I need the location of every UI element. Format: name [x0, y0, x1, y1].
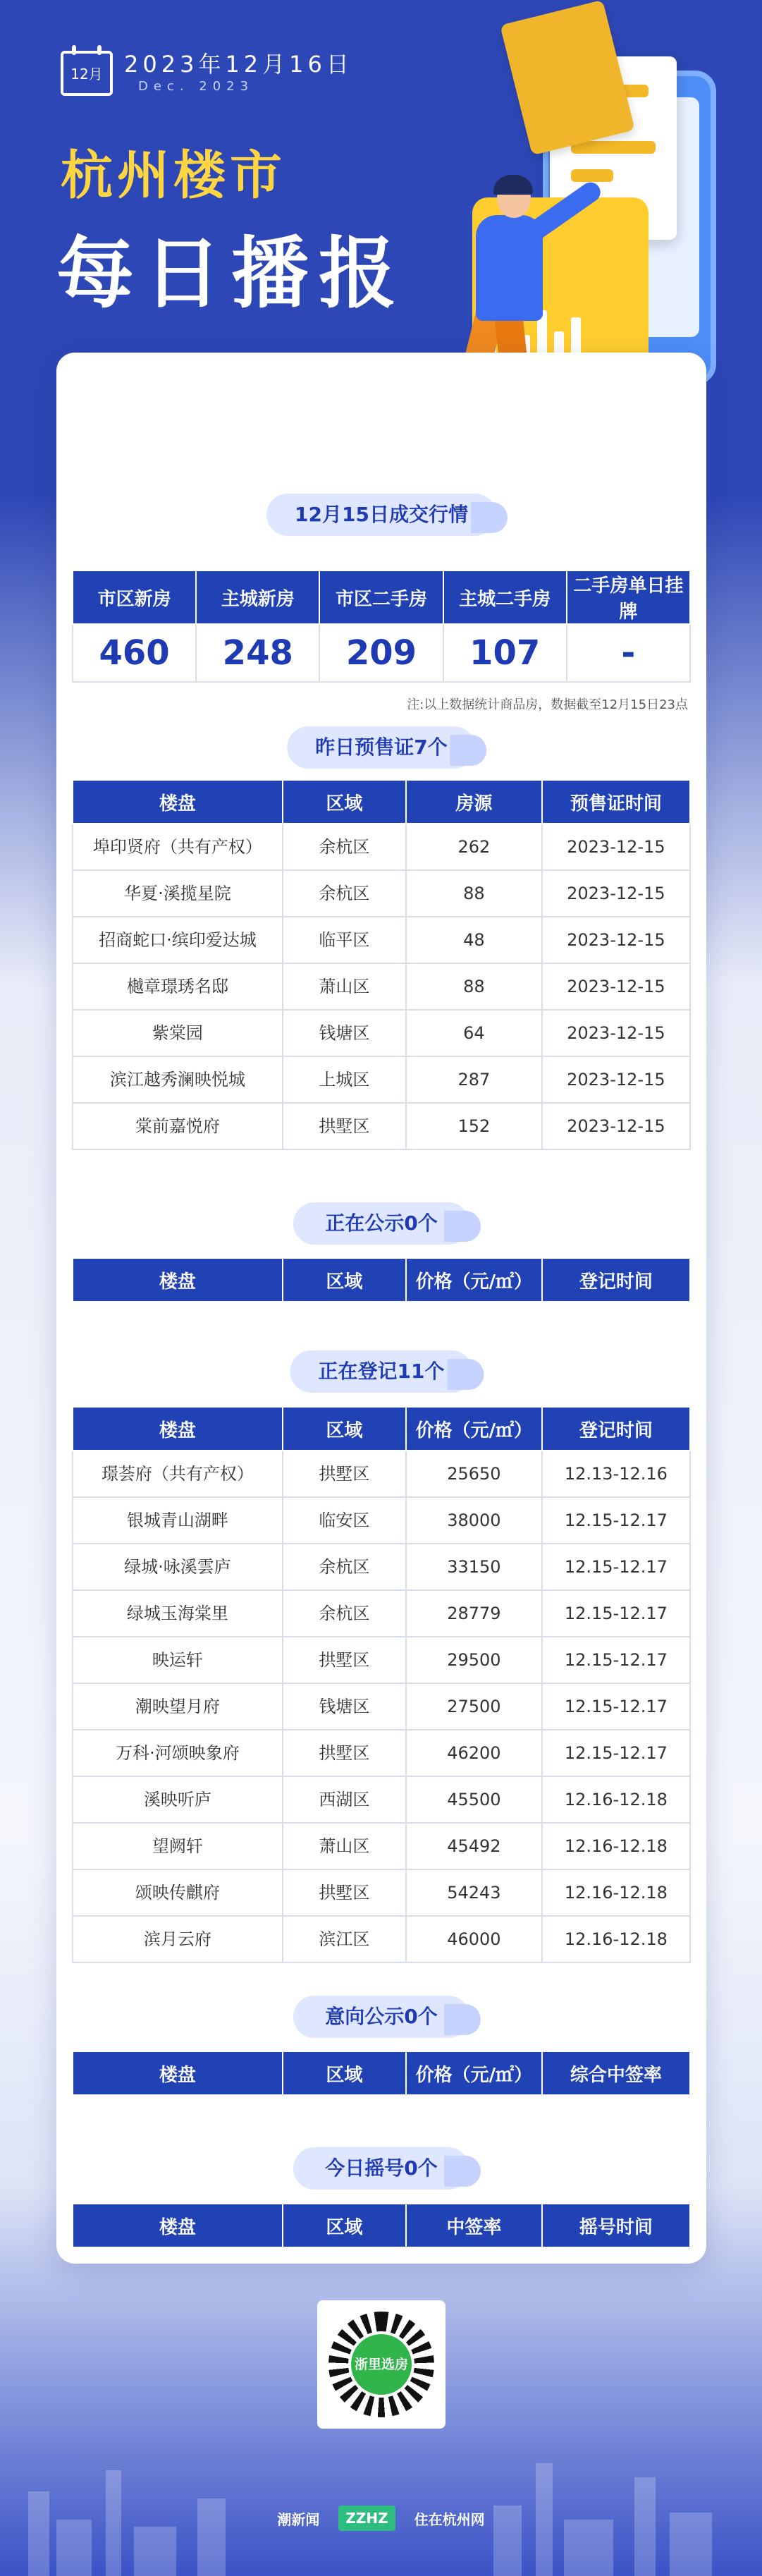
registering-table-cell: 12.16-12.18 — [542, 1776, 690, 1823]
registering-table-cell: 45492 — [406, 1823, 542, 1869]
lottery-header-row — [73, 2204, 690, 2247]
registering-table-cell: 12.15-12.17 — [542, 1590, 690, 1637]
intent-col-2: 区域 — [283, 2051, 406, 2095]
public-header-row — [73, 1258, 690, 1302]
registering-table-row — [73, 1451, 690, 1497]
folder-illustration — [500, 0, 635, 155]
stats-col-1: 市区新房 — [73, 570, 196, 624]
intent-table — [72, 2051, 691, 2096]
stats-value-1: 460 — [73, 624, 196, 682]
intent-col-1: 楼盘 — [73, 2051, 283, 2095]
lottery-table — [72, 2203, 691, 2248]
registering-table-cell: 西湖区 — [283, 1776, 406, 1823]
stats-col-4: 主城二手房 — [443, 570, 567, 624]
logo-zzhz-site: 住在杭州网 — [414, 2510, 485, 2528]
stats-value-3: 209 — [319, 624, 443, 682]
presale-table-cell: 上城区 — [283, 1056, 406, 1103]
presale-table-cell: 152 — [406, 1103, 542, 1149]
registering-col-3: 价格（元/㎡） — [406, 1407, 542, 1451]
presale-table-cell: 2023-12-15 — [542, 824, 690, 870]
intent-col-4: 综合中签率 — [542, 2051, 690, 2095]
intent-col-3: 价格（元/㎡） — [406, 2051, 542, 2095]
presale-col-3: 房源 — [406, 780, 542, 824]
registering-table-row — [73, 1683, 690, 1730]
registering-table-cell: 钱塘区 — [283, 1683, 406, 1730]
stats-value-row — [73, 624, 690, 682]
report-date: 2023年12月16日 — [124, 51, 353, 78]
registering-table-cell: 映运轩 — [73, 1637, 283, 1683]
stats-col-2: 主城新房 — [196, 570, 319, 624]
registering-table-row — [73, 1497, 690, 1544]
registering-table-cell: 12.15-12.17 — [542, 1497, 690, 1544]
registering-table-row — [73, 1776, 690, 1823]
stats-note: 注:以上数据统计商品房，数据截至12月15日23点 — [407, 697, 688, 712]
registering-col-1: 楼盘 — [73, 1407, 283, 1451]
registering-table-row — [73, 1916, 690, 1962]
presale-table-row — [73, 1010, 690, 1056]
lottery-col-2: 区域 — [283, 2204, 406, 2247]
registering-table-cell: 25650 — [406, 1451, 542, 1497]
page-title-line1: 杭州楼市 — [61, 145, 286, 206]
public-col-3: 价格（元/㎡） — [406, 1258, 542, 1302]
registering-table-cell: 46200 — [406, 1730, 542, 1776]
registering-table-cell: 33150 — [406, 1544, 542, 1590]
presale-table-cell: 2023-12-15 — [542, 917, 690, 963]
registering-table-cell: 28779 — [406, 1590, 542, 1637]
stats-value-4: 107 — [443, 624, 567, 682]
section-title-lottery: 今日摇号0个 — [293, 2147, 469, 2190]
presale-table-row — [73, 1056, 690, 1103]
lottery-col-1: 楼盘 — [73, 2204, 283, 2247]
section-title-public: 正在公示0个 — [293, 1202, 469, 1245]
registering-table-cell: 溪映听庐 — [73, 1776, 283, 1823]
intent-header-row — [73, 2051, 690, 2095]
report-card — [56, 353, 706, 2264]
presale-table-cell: 埠印贤府（共有产权） — [73, 824, 283, 870]
presale-table-cell: 88 — [406, 963, 542, 1010]
presale-table-cell: 余杭区 — [283, 824, 406, 870]
presale-table-cell: 紫棠园 — [73, 1010, 283, 1056]
presale-col-1: 楼盘 — [73, 780, 283, 824]
registering-table-cell: 余杭区 — [283, 1544, 406, 1590]
public-col-1: 楼盘 — [73, 1258, 283, 1302]
public-table — [72, 1257, 691, 1302]
stats-value-2: 248 — [196, 624, 319, 682]
presale-table-cell: 287 — [406, 1056, 542, 1103]
registering-col-4: 登记时间 — [542, 1407, 690, 1451]
presale-table-cell: 钱塘区 — [283, 1010, 406, 1056]
registering-table-row — [73, 1869, 690, 1916]
presale-table-row — [73, 870, 690, 917]
calendar-month: 12月 — [70, 66, 103, 83]
registering-table-cell: 29500 — [406, 1637, 542, 1683]
stats-col-3: 市区二手房 — [319, 570, 443, 624]
registering-table-cell: 拱墅区 — [283, 1869, 406, 1916]
presale-rows — [73, 824, 690, 1149]
presale-col-4: 预售证时间 — [542, 780, 690, 824]
registering-table-row — [73, 1730, 690, 1776]
presale-table-cell: 萧山区 — [283, 963, 406, 1010]
qr-center-label: 浙里选房 — [348, 2331, 414, 2398]
header-illustration — [423, 14, 733, 409]
lottery-col-3: 中签率 — [406, 2204, 542, 2247]
lottery-col-4: 摇号时间 — [542, 2204, 690, 2247]
registering-table-cell: 临安区 — [283, 1497, 406, 1544]
registering-table-row — [73, 1637, 690, 1683]
presale-table-cell: 招商蛇口·缤印爱达城 — [73, 917, 283, 963]
presale-table-cell: 拱墅区 — [283, 1103, 406, 1149]
stats-col-5: 二手房单日挂牌 — [567, 570, 690, 624]
registering-table-cell: 拱墅区 — [283, 1637, 406, 1683]
presale-table-cell: 华夏·溪揽星院 — [73, 870, 283, 917]
public-col-2: 区域 — [283, 1258, 406, 1302]
stats-value-5: - — [567, 624, 690, 682]
registering-table-row — [73, 1544, 690, 1590]
registering-table-cell: 12.16-12.18 — [542, 1823, 690, 1869]
registering-table-row — [73, 1590, 690, 1637]
presale-table-cell: 88 — [406, 870, 542, 917]
calendar-icon — [61, 51, 113, 96]
registering-table-cell: 12.15-12.17 — [542, 1637, 690, 1683]
registering-table-cell: 潮映望月府 — [73, 1683, 283, 1730]
city-skyline-decoration — [0, 2426, 762, 2576]
logo-chaoxinwen: 潮新闻 — [277, 2510, 320, 2528]
registering-table-cell: 颂映传麒府 — [73, 1869, 283, 1916]
section-title-intent: 意向公示0个 — [293, 1996, 469, 2038]
registering-header-row — [73, 1407, 690, 1451]
presale-col-2: 区域 — [283, 780, 406, 824]
page-title-line2: 每日播报 — [56, 228, 406, 319]
presale-table-cell: 余杭区 — [283, 870, 406, 917]
registering-table-cell: 46000 — [406, 1916, 542, 1962]
registering-table-cell: 万科·河颂映象府 — [73, 1730, 283, 1776]
registering-table-cell: 12.13-12.16 — [542, 1451, 690, 1497]
registering-table-cell: 萧山区 — [283, 1823, 406, 1869]
registering-table-cell: 滨月云府 — [73, 1916, 283, 1962]
presale-table-cell: 樾章璟琇名邸 — [73, 963, 283, 1010]
qr-code[interactable] — [317, 2300, 445, 2429]
presale-table-cell: 临平区 — [283, 917, 406, 963]
presale-table-cell: 48 — [406, 917, 542, 963]
presale-table-cell: 2023-12-15 — [542, 1056, 690, 1103]
presale-table-cell: 2023-12-15 — [542, 1010, 690, 1056]
registering-rows — [73, 1451, 690, 1962]
registering-table-cell: 拱墅区 — [283, 1451, 406, 1497]
registering-col-2: 区域 — [283, 1407, 406, 1451]
registering-table-cell: 滨江区 — [283, 1916, 406, 1962]
footer-logos — [0, 2505, 762, 2531]
presale-table-cell: 262 — [406, 824, 542, 870]
stats-header-row — [73, 570, 690, 624]
presale-table-row — [73, 824, 690, 870]
registering-table-cell: 12.15-12.17 — [542, 1544, 690, 1590]
registering-table-cell: 12.15-12.17 — [542, 1730, 690, 1776]
presale-table-cell: 2023-12-15 — [542, 870, 690, 917]
presale-table-row — [73, 917, 690, 963]
registering-table-cell: 银城青山湖畔 — [73, 1497, 283, 1544]
section-title-registering: 正在登记11个 — [290, 1350, 473, 1393]
registering-table-cell: 绿城玉海棠里 — [73, 1590, 283, 1637]
registering-table-cell: 望阙轩 — [73, 1823, 283, 1869]
presale-table-row — [73, 1103, 690, 1149]
presale-table-cell: 64 — [406, 1010, 542, 1056]
presale-table-cell: 滨江越秀澜映悦城 — [73, 1056, 283, 1103]
registering-table-cell: 余杭区 — [283, 1590, 406, 1637]
registering-table — [72, 1406, 691, 1963]
registering-table-row — [73, 1823, 690, 1869]
stats-table — [72, 570, 691, 683]
registering-table-cell: 45500 — [406, 1776, 542, 1823]
registering-table-cell: 璟荟府（共有产权） — [73, 1451, 283, 1497]
registering-table-cell: 拱墅区 — [283, 1730, 406, 1776]
registering-table-cell: 38000 — [406, 1497, 542, 1544]
presale-table-cell: 棠前嘉悦府 — [73, 1103, 283, 1149]
logo-zzhz: ZZHZ — [338, 2505, 395, 2531]
registering-table-cell: 27500 — [406, 1683, 542, 1730]
section-title-stats: 12月15日成交行情 — [266, 494, 496, 536]
registering-table-cell: 12.15-12.17 — [542, 1683, 690, 1730]
registering-table-cell: 12.16-12.18 — [542, 1869, 690, 1916]
registering-table-cell: 12.16-12.18 — [542, 1916, 690, 1962]
registering-table-cell: 54243 — [406, 1869, 542, 1916]
presale-table-cell: 2023-12-15 — [542, 963, 690, 1010]
presale-header-row — [73, 780, 690, 824]
public-col-4: 登记时间 — [542, 1258, 690, 1302]
registering-table-cell: 绿城·咏溪雲庐 — [73, 1544, 283, 1590]
section-title-presale: 昨日预售证7个 — [287, 726, 475, 769]
presale-table-cell: 2023-12-15 — [542, 1103, 690, 1149]
presale-table-row — [73, 963, 690, 1010]
presale-table — [72, 779, 691, 1150]
report-date-en: Dec. 2023 — [138, 79, 254, 94]
